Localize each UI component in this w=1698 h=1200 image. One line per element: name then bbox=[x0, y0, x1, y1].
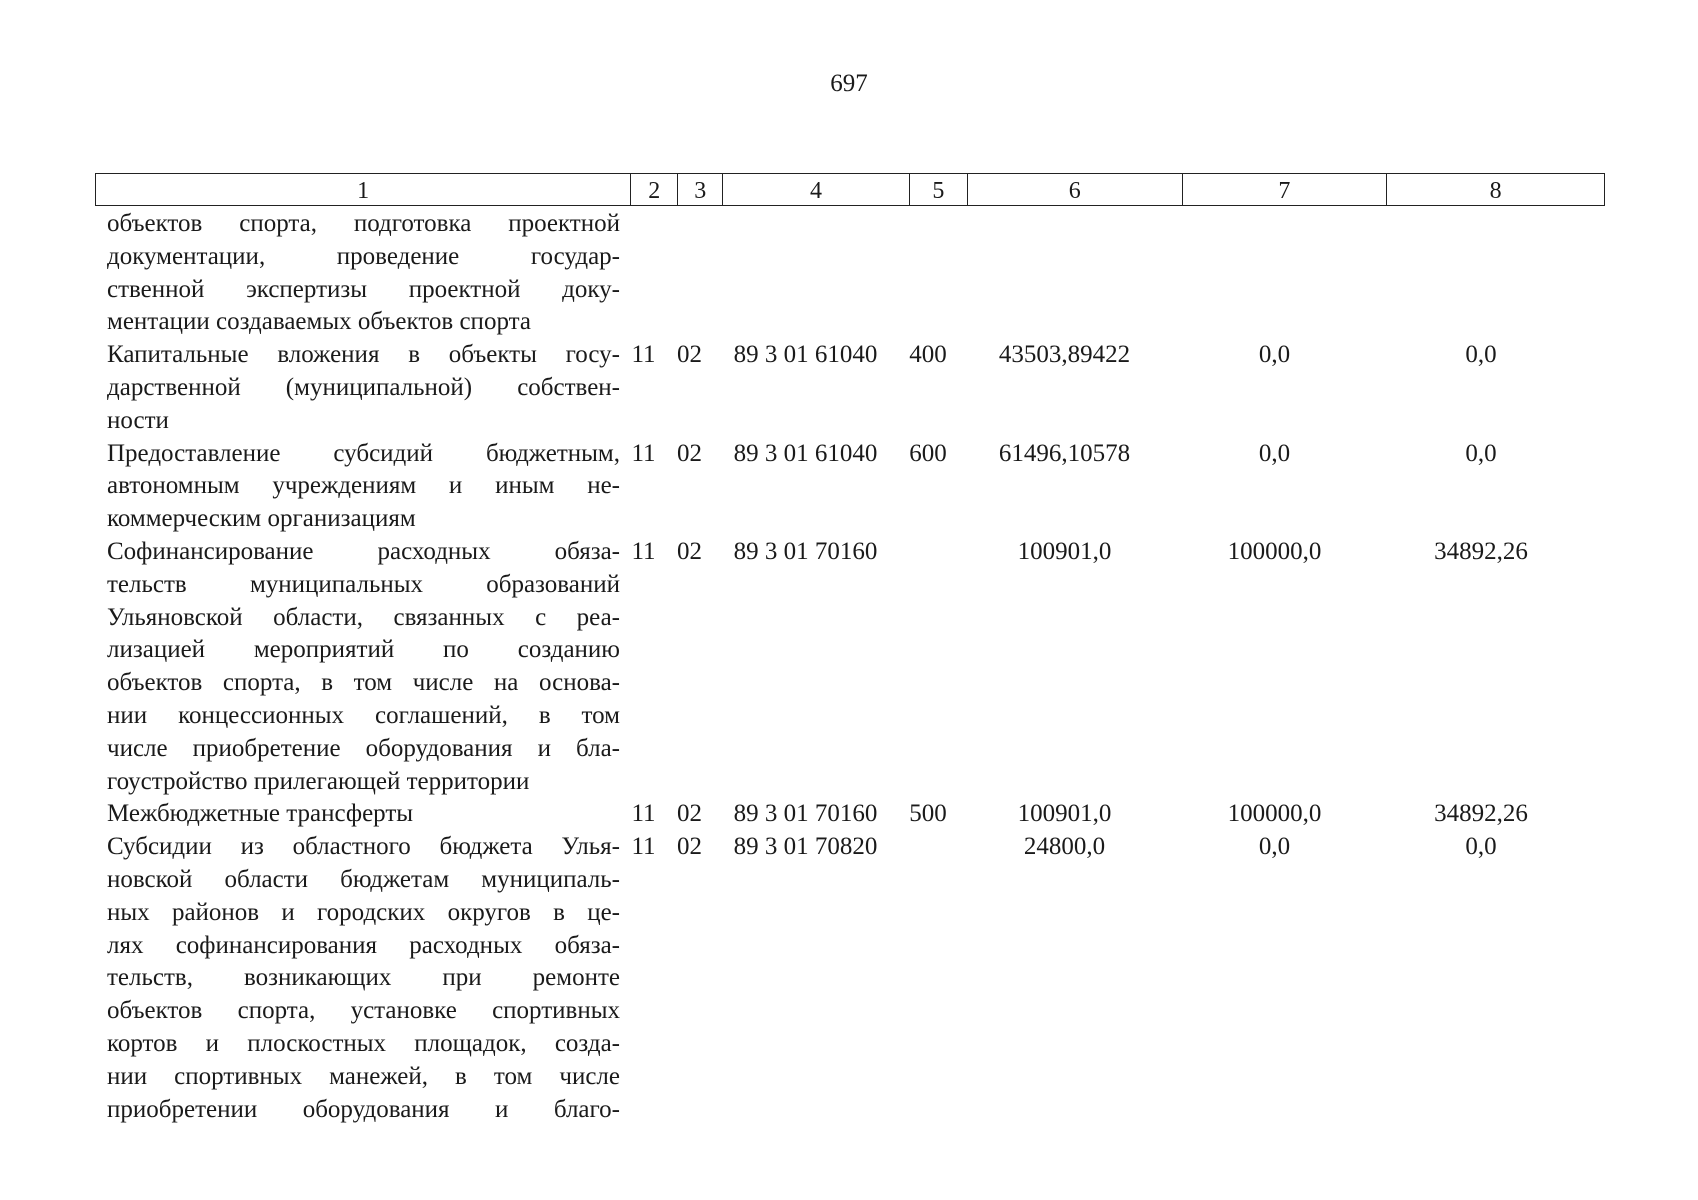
section-code: 11 bbox=[631, 833, 656, 861]
description-line: Ульяновской области, связанных с реа- bbox=[107, 603, 620, 631]
table-row bbox=[95, 208, 1605, 339]
row-description bbox=[95, 339, 620, 437]
description-line: ментации создаваемых объектов спорта bbox=[107, 308, 531, 336]
description-line: приобретении оборудования и благо- bbox=[107, 1095, 620, 1123]
header-cell-2: 2 bbox=[631, 174, 678, 205]
description-line: лизацией мероприятий по созданию bbox=[107, 636, 620, 664]
header-cell-8: 8 bbox=[1489, 177, 1502, 204]
table-row bbox=[95, 438, 1605, 536]
page-number: 697 bbox=[830, 70, 868, 97]
description-line: новской области бюджетам муниципаль- bbox=[107, 865, 620, 893]
expense-type-code: 500 bbox=[909, 800, 947, 828]
section-code: 11 bbox=[631, 439, 656, 467]
row-description bbox=[95, 831, 620, 1126]
table-header-row bbox=[95, 173, 1605, 206]
description-line: ных районов и городских округов в це- bbox=[107, 898, 620, 926]
description-line: Межбюджетные трансферты bbox=[107, 800, 414, 828]
amount-column-8: 0,0 bbox=[1465, 341, 1497, 369]
description-line: нии спортивных манежей, в том числе bbox=[107, 1062, 620, 1090]
subsection-code: 02 bbox=[677, 833, 702, 861]
description-line: нии концессионных соглашений, в том bbox=[107, 701, 620, 729]
description-line: автономным учреждениям и иным не- bbox=[107, 472, 620, 500]
section-code: 11 bbox=[631, 341, 656, 369]
description-line: ности bbox=[107, 406, 169, 434]
description-line: гоустройство прилегающей территории bbox=[107, 767, 530, 795]
row-description bbox=[95, 208, 620, 339]
amount-column-7: 0,0 bbox=[1258, 833, 1291, 861]
description-line: тельств муниципальных образований bbox=[107, 570, 620, 598]
header-cell-7: 7 bbox=[1183, 174, 1388, 205]
table-row bbox=[95, 831, 1605, 1126]
amount-column-8: 34892,26 bbox=[1434, 800, 1528, 828]
subsection-code: 02 bbox=[677, 341, 702, 369]
description-line: Софинансирование расходных обяза- bbox=[107, 537, 620, 565]
amount-column-8: 34892,26 bbox=[1434, 537, 1528, 565]
description-line: объектов спорта, подготовка проектной bbox=[107, 210, 620, 237]
amount-column-8: 0,0 bbox=[1465, 833, 1497, 861]
description-line: числе приобретение оборудования и бла- bbox=[107, 734, 620, 762]
expense-type-code: 400 bbox=[909, 341, 947, 369]
amount-column-7: 0,0 bbox=[1258, 341, 1291, 369]
description-line: объектов спорта, установке спортивных bbox=[107, 997, 620, 1025]
description-line: ственной экспертизы проектной доку- bbox=[107, 275, 620, 303]
amount-column-7: 0,0 bbox=[1258, 439, 1291, 467]
row-description bbox=[95, 798, 620, 831]
row-description bbox=[95, 438, 620, 536]
amount-column-6: 100901,0 bbox=[1017, 537, 1112, 565]
header-cell-4: 4 bbox=[723, 174, 910, 205]
section-code: 11 bbox=[631, 537, 656, 565]
amount-column-7: 100000,0 bbox=[1227, 800, 1322, 828]
table-row bbox=[95, 339, 1605, 437]
row-description bbox=[95, 536, 620, 798]
description-line: тельств, возникающих при ремонте bbox=[107, 964, 620, 992]
description-line: дарственной (муниципальной) собствен- bbox=[107, 373, 620, 401]
section-code: 11 bbox=[631, 800, 656, 828]
amount-column-6: 61496,10578 bbox=[998, 439, 1131, 467]
description-line: коммерческим организациям bbox=[107, 505, 416, 533]
description-line: Субсидии из областного бюджета Улья- bbox=[107, 833, 620, 861]
amount-column-7: 100000,0 bbox=[1227, 537, 1322, 565]
header-cell-3: 3 bbox=[678, 174, 723, 205]
description-line: документации, проведение государ- bbox=[107, 242, 620, 270]
header-cell-6: 6 bbox=[968, 174, 1183, 205]
target-article-code: 89 3 01 70160 bbox=[733, 800, 878, 828]
description-line: объектов спорта, в том числе на основа- bbox=[107, 669, 620, 697]
subsection-code: 02 bbox=[677, 537, 702, 565]
amount-column-6: 43503,89422 bbox=[998, 341, 1131, 369]
description-line: Предоставление субсидий бюджетным, bbox=[107, 439, 620, 467]
amount-column-8: 0,0 bbox=[1465, 439, 1497, 467]
target-article-code: 89 3 01 70160 bbox=[733, 537, 878, 565]
description-line: кортов и плоскостных площадок, созда- bbox=[107, 1029, 620, 1057]
table-row bbox=[95, 536, 1605, 798]
description-line: Капитальные вложения в объекты госу- bbox=[107, 341, 620, 369]
amount-column-6: 100901,0 bbox=[1017, 800, 1112, 828]
header-cell-1: 1 bbox=[96, 174, 631, 205]
subsection-code: 02 bbox=[677, 800, 702, 828]
table-row bbox=[95, 798, 1605, 831]
amount-column-6: 24800,0 bbox=[1023, 833, 1106, 861]
target-article-code: 89 3 01 61040 bbox=[733, 341, 878, 369]
target-article-code: 89 3 01 70820 bbox=[733, 833, 878, 861]
subsection-code: 02 bbox=[677, 439, 702, 467]
target-article-code: 89 3 01 61040 bbox=[733, 439, 878, 467]
expense-type-code: 600 bbox=[909, 439, 947, 467]
header-cell-5: 5 bbox=[910, 174, 968, 205]
description-line: лях софинансирования расходных обяза- bbox=[107, 931, 620, 959]
table-body bbox=[95, 208, 1605, 1126]
